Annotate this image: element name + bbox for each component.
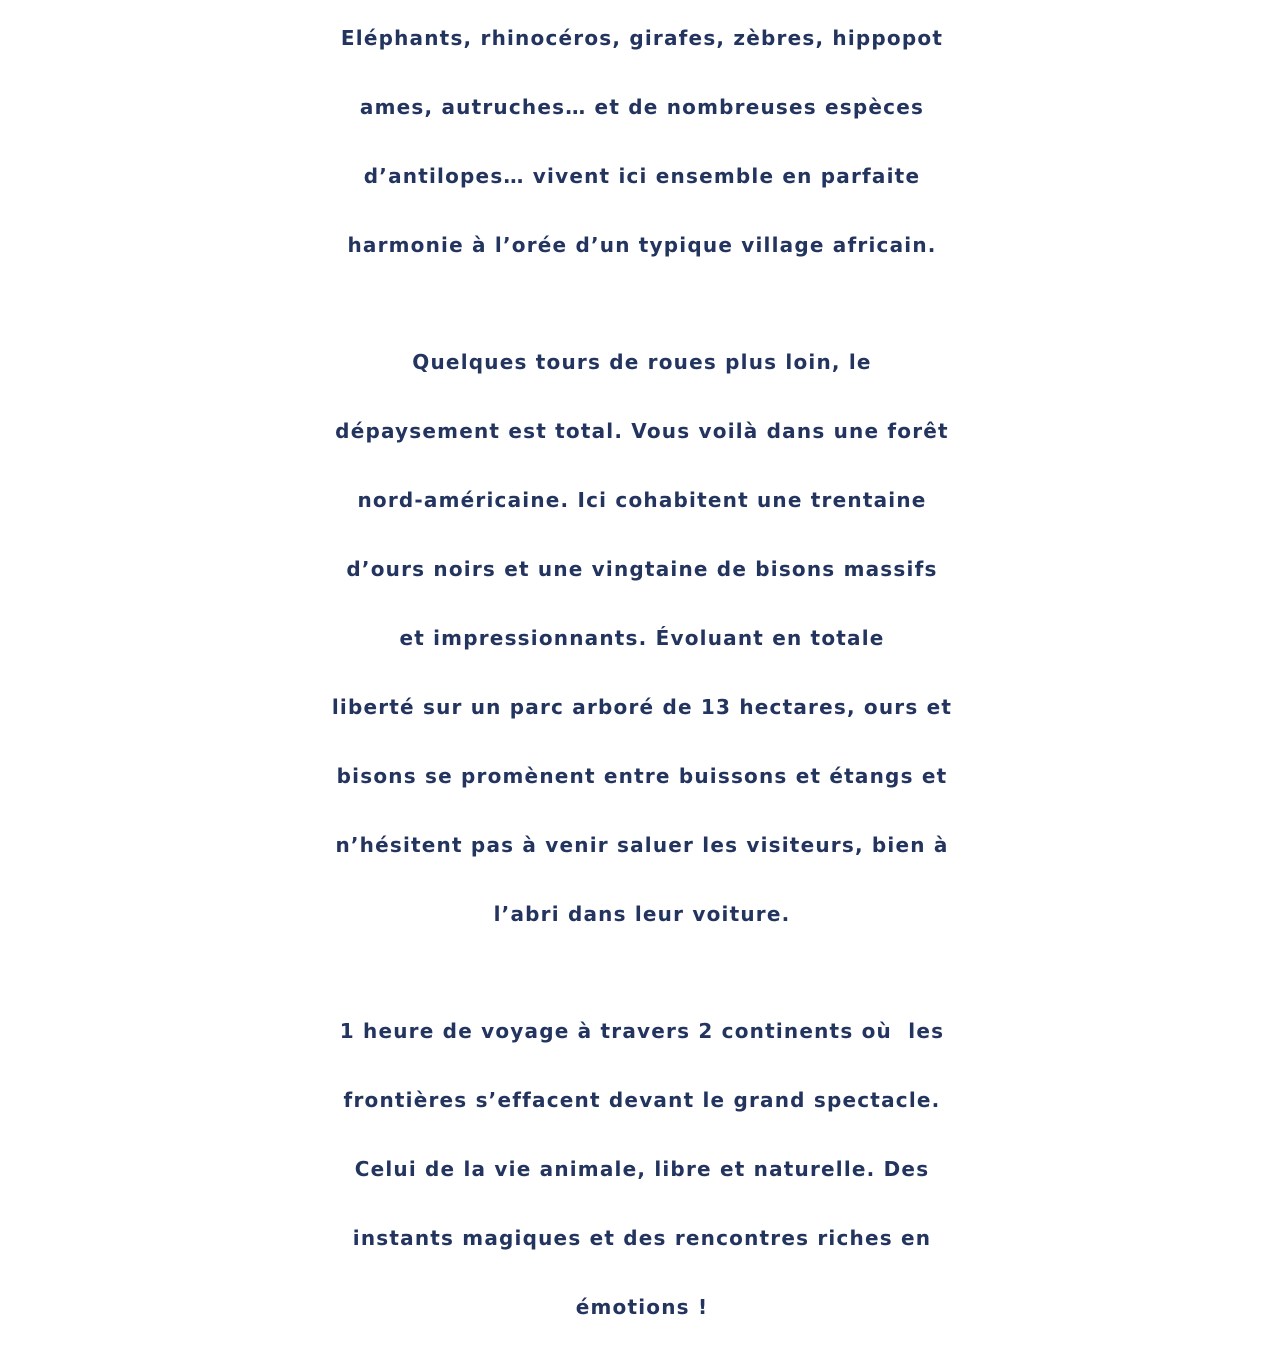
text-line: n’hésitent pas à venir saluer les visiteurs, bien à xyxy=(335,833,949,857)
text-line: d’ours noirs et une vingtaine de bisons massifs xyxy=(346,557,938,581)
text-line: Celui de la vie animale, libre et naturelle. Des xyxy=(354,1157,930,1181)
text-line: instants magiques et des rencontres riches en xyxy=(352,1226,932,1250)
text-line: harmonie à l’orée d’un typique village africain. xyxy=(347,233,937,257)
text-line: Quelques tours de roues plus loin, le xyxy=(412,350,872,374)
text-line: d’antilopes… vivent ici ensemble en parfaite xyxy=(363,164,921,188)
text-line: dépaysement est total. Vous voilà dans une forêt xyxy=(335,419,949,443)
text-line: émotions ! xyxy=(575,1295,709,1319)
text-line: liberté sur un parc arboré de 13 hectares, ours et xyxy=(331,695,953,719)
text-line: Eléphants, rhinocéros, girafes, zèbres, hippopot xyxy=(340,26,944,50)
text-line: et impressionnants. Évoluant en totale xyxy=(399,626,885,650)
text-line: l’abri dans leur voiture. xyxy=(493,902,791,926)
text-line: ames, autruches… et de nombreuses espèces xyxy=(359,95,925,119)
text-line: 1 heure de voyage à travers 2 continents où les xyxy=(339,1019,945,1043)
text-line: nord-américaine. Ici cohabitent une trentaine xyxy=(357,488,927,512)
paragraph-africa xyxy=(0,4,1284,280)
paragraph-north-america xyxy=(0,328,1284,949)
paragraph-journey xyxy=(0,997,1284,1342)
text-line: bisons se promènent entre buissons et étangs et xyxy=(336,764,948,788)
text-line: frontières s’effacent devant le grand spectacle. xyxy=(343,1088,941,1112)
